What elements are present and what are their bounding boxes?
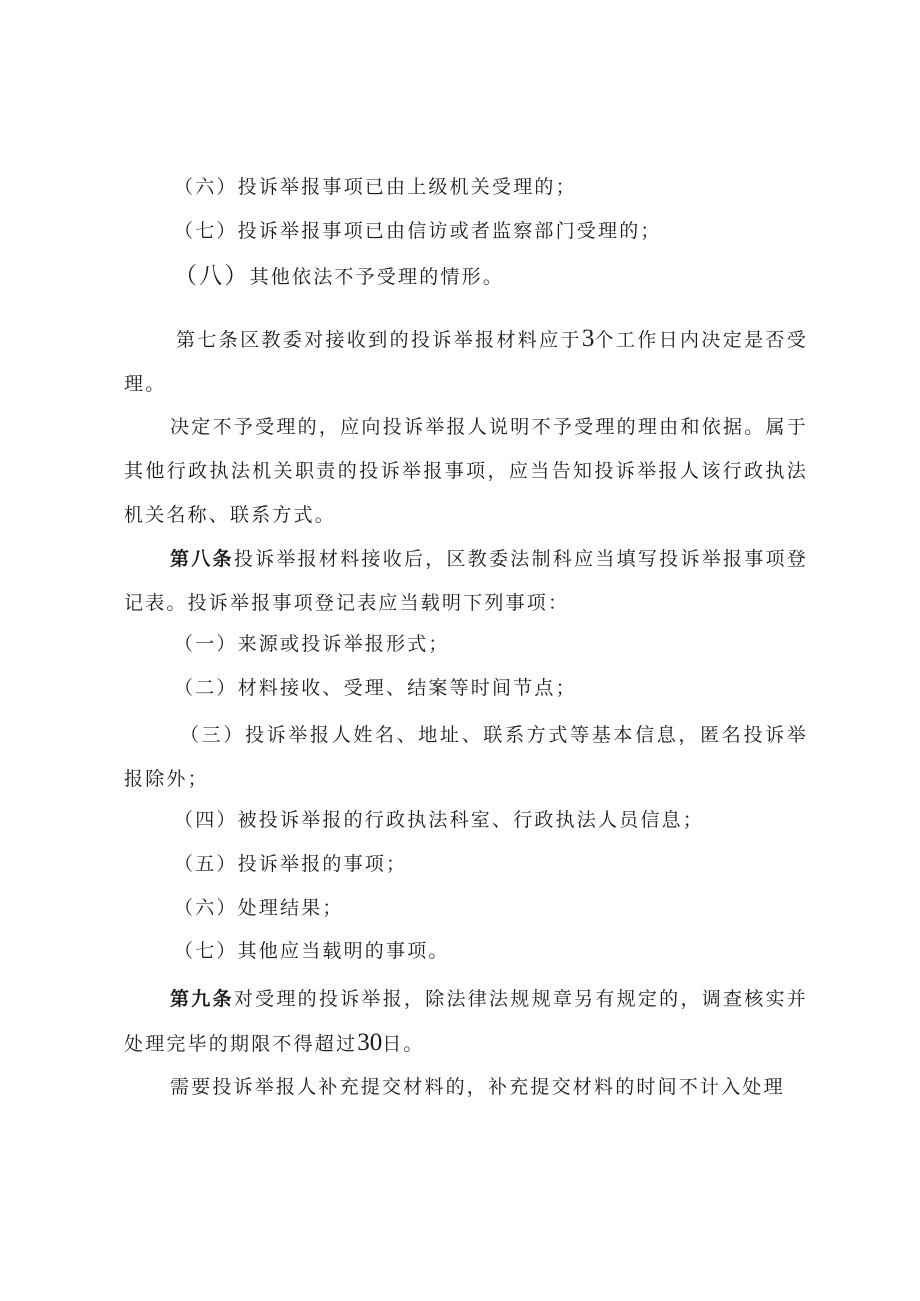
article-8-paragraph [124, 537, 808, 625]
article-8-item-2: （二）材料接收、受理、结案等时间节点； [174, 677, 577, 699]
article-7-text-b: 个工作日内决定是否受理。 [124, 329, 808, 395]
clause-item-6: （六）投诉举报事项已由上级机关受理的； [174, 176, 577, 198]
article-8-item-3: （三）投诉举报人姓名、地址、联系方式等基本信息，匿名投诉举报除外； [124, 724, 808, 790]
article-9-paragraph-2: 需要投诉举报人补充提交材料的，补充提交材料的时间不计入处理 [170, 1076, 785, 1098]
clause-item-8-prefix: （八） [174, 263, 250, 289]
article-9-text-a: 对受理的投诉举报，除法律法规规章另有规定的，调查核实并处理完毕的期限不得超过 [124, 988, 808, 1055]
article-9-text-b: 日。 [382, 1033, 425, 1055]
article-8-title: 第八条 [170, 548, 234, 570]
article-7-paragraph-1 [124, 317, 808, 406]
article-7-paragraph-2: 决定不予受理的，应向投诉举报人说明不予受理的理由和依据。属于其他行政执法机关职责的投诉举报事项，应当告知投诉举报人该行政执法机关名称、联系方式。 [124, 416, 808, 526]
article-7-days: 3 [581, 325, 595, 352]
article-8-item-7: （七）其他应当载明的事项。 [174, 940, 450, 962]
clause-item-7: （七）投诉举报事项已由信访或者监察部门受理的； [174, 220, 662, 242]
article-8-item-1: （一）来源或投诉举报形式； [174, 633, 450, 655]
article-8-item-4: （四）被投诉举报的行政执法科室、行政执法人员信息； [174, 809, 705, 831]
article-9-days: 30 [357, 1029, 383, 1056]
article-8-item-6: （六）处理结果； [174, 897, 344, 919]
article-7-text-a: 第七条区教委对接收到的投诉举报材料应于 [176, 329, 582, 351]
clause-item-8 [174, 265, 504, 288]
article-8-text: 投诉举报材料接收后，区教委法制科应当填写投诉举报事项登记表。投诉举报事项登记表应当载明下列事项： [124, 548, 808, 614]
article-9-paragraph-1 [124, 977, 808, 1066]
clause-item-8-text: 其他依法不予受理的情形。 [249, 266, 505, 288]
article-8-item-5: （五）投诉举报的事项； [174, 853, 408, 875]
article-9-title: 第九条 [170, 988, 234, 1010]
